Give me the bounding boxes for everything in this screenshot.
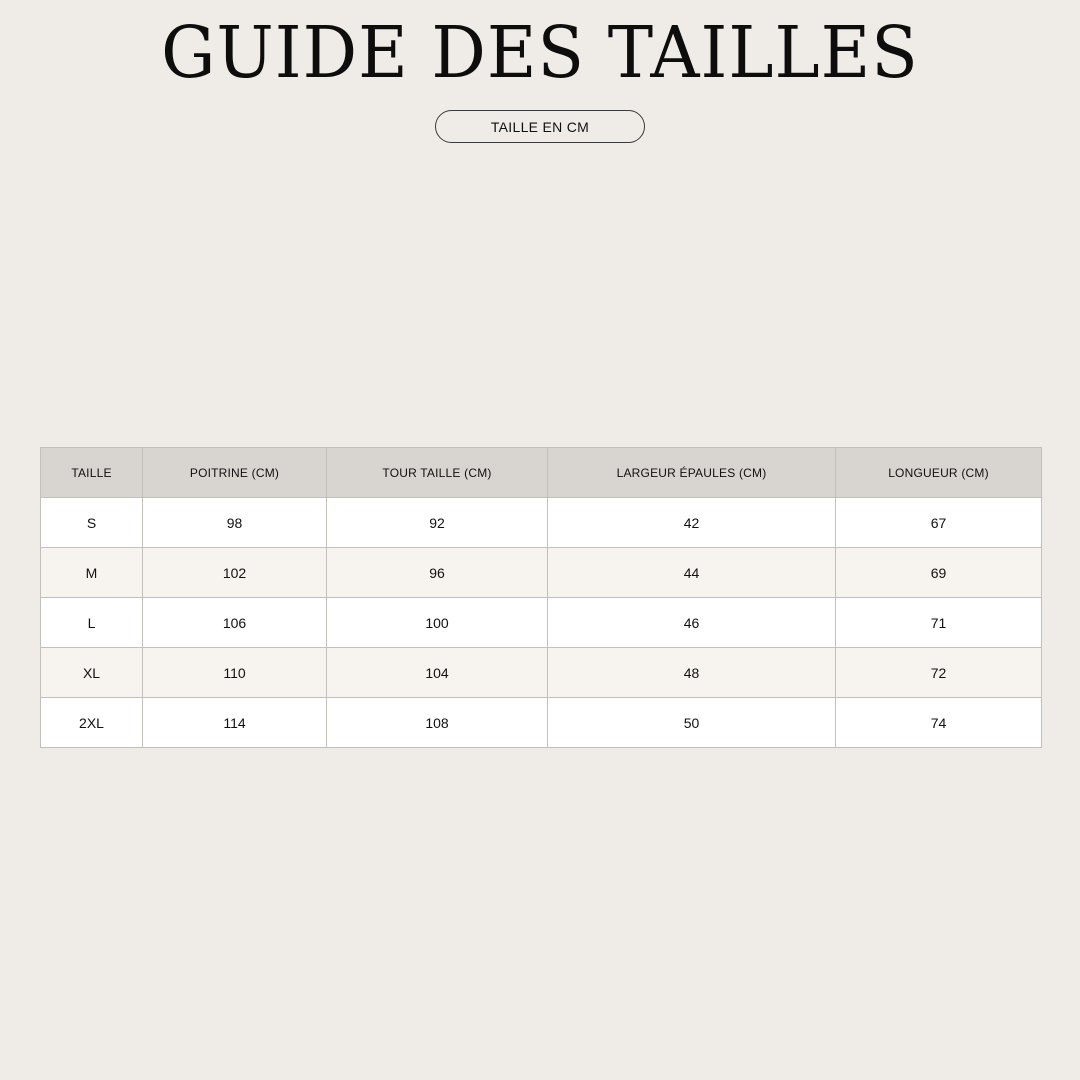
chest-cell: 106 <box>143 598 327 648</box>
shoulder-cell: 50 <box>548 698 836 748</box>
size-cell: M <box>41 548 143 598</box>
chest-cell: 110 <box>143 648 327 698</box>
waist-cell: 104 <box>327 648 548 698</box>
column-header-shoulder-width: LARGEUR ÉPAULES (CM) <box>548 448 836 498</box>
page-title: GUIDE DES TAILLES <box>161 12 919 95</box>
waist-cell: 108 <box>327 698 548 748</box>
table-row <box>41 648 1042 698</box>
shoulder-cell: 46 <box>548 598 836 648</box>
waist-cell: 96 <box>327 548 548 598</box>
size-cell: L <box>41 598 143 648</box>
table-row <box>41 698 1042 748</box>
unit-badge: TAILLE EN CM <box>435 110 645 143</box>
chest-cell: 114 <box>143 698 327 748</box>
length-cell: 67 <box>836 498 1042 548</box>
column-header-size: TAILLE <box>41 448 143 498</box>
table-header-row <box>41 448 1042 498</box>
table-row <box>41 598 1042 648</box>
table-row <box>41 498 1042 548</box>
length-cell: 71 <box>836 598 1042 648</box>
waist-cell: 92 <box>327 498 548 548</box>
shoulder-cell: 42 <box>548 498 836 548</box>
column-header-chest: POITRINE (CM) <box>143 448 327 498</box>
column-header-waist: TOUR TAILLE (CM) <box>327 448 548 498</box>
table-row <box>41 548 1042 598</box>
chest-cell: 98 <box>143 498 327 548</box>
length-cell: 72 <box>836 648 1042 698</box>
length-cell: 69 <box>836 548 1042 598</box>
size-chart-table <box>40 447 1042 748</box>
shoulder-cell: 48 <box>548 648 836 698</box>
waist-cell: 100 <box>327 598 548 648</box>
size-cell: 2XL <box>41 698 143 748</box>
column-header-length: LONGUEUR (CM) <box>836 448 1042 498</box>
length-cell: 74 <box>836 698 1042 748</box>
size-cell: XL <box>41 648 143 698</box>
size-cell: S <box>41 498 143 548</box>
chest-cell: 102 <box>143 548 327 598</box>
shoulder-cell: 44 <box>548 548 836 598</box>
